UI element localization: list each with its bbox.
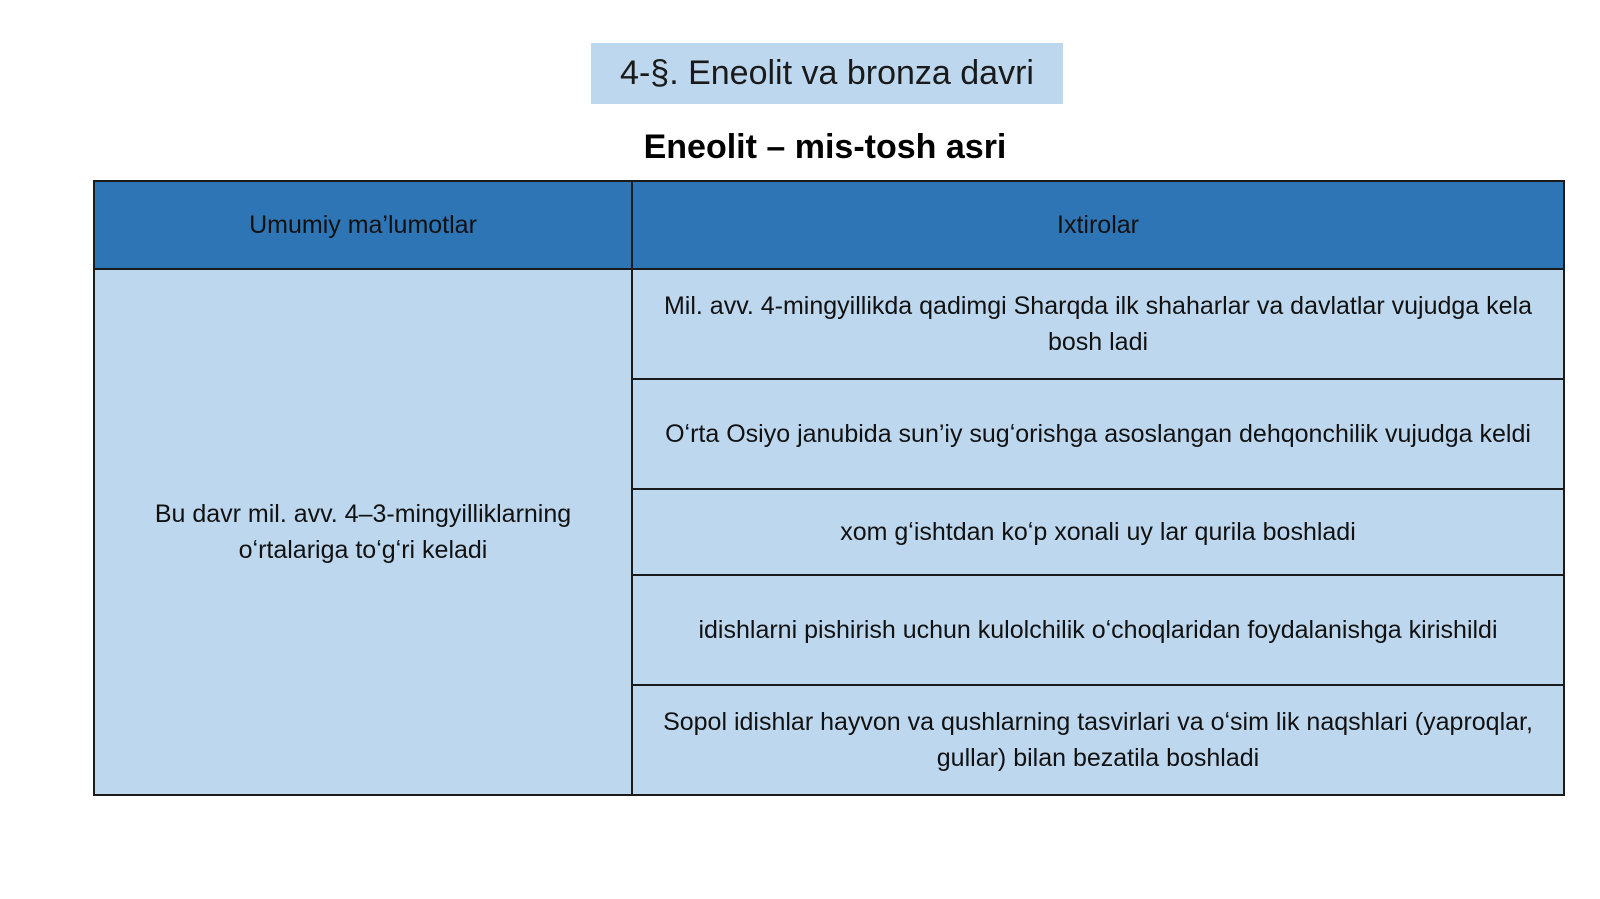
info-table xyxy=(93,180,1565,796)
header-general-info: Umumiy ma’lumotlar xyxy=(94,181,632,269)
general-info-cell: Bu davr mil. avv. 4–3-mingyilliklarning oʻrtalariga toʻgʻri keladi xyxy=(94,269,632,795)
header-inventions: Ixtirolar xyxy=(632,181,1564,269)
table-header-row xyxy=(94,181,1564,269)
invention-item: idishlarni pishirish uchun kulolchilik oʻchoqlaridan foydalanishga kirishildi xyxy=(632,575,1564,685)
invention-item: xom gʻishtdan koʻp xonali uy lar qurila boshladi xyxy=(632,489,1564,575)
slide-subtitle xyxy=(0,128,1600,167)
slide-title-text: 4-§. Eneolit va bronza davri xyxy=(620,54,1034,92)
slide-subtitle-text: Eneolit – mis-tosh asri xyxy=(643,128,1007,166)
invention-item: Sopol idishlar hayvon va qushlarning tasvirlari va oʻsim lik naqshlari (yaproqlar, gullar) bilan bezatila boshladi xyxy=(632,685,1564,795)
slide-title xyxy=(591,43,1063,104)
invention-item: Oʻrta Osiyo janubida sun’iy sugʻorishga asoslangan dehqonchilik vujudga keldi xyxy=(632,379,1564,489)
table-row xyxy=(94,269,1564,379)
invention-item: Mil. avv. 4-mingyillikda qadimgi Sharqda ilk shaharlar va davlatlar vujudga kela bosh ladi xyxy=(632,269,1564,379)
